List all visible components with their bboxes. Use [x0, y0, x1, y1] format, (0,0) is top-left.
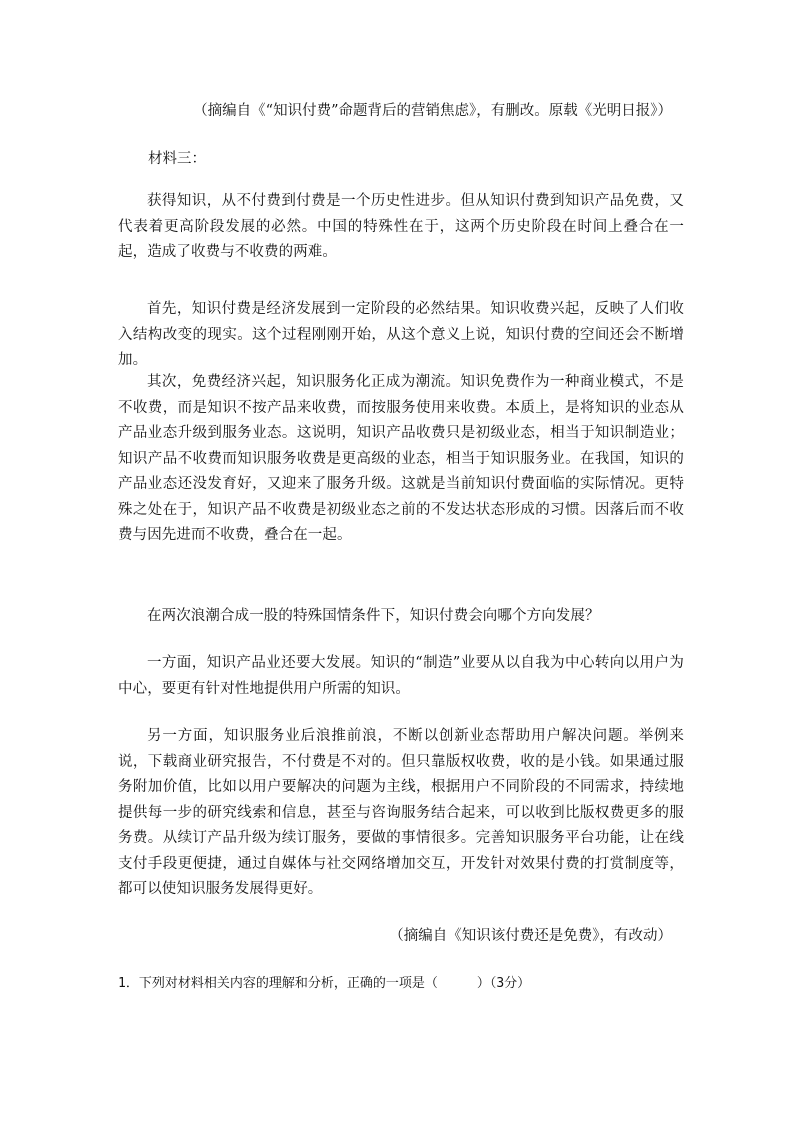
paragraph-4: 在两次浪潮合成一股的特殊国情条件下，知识付费会向哪个方向发展？ — [147, 608, 600, 624]
source-citation-top: （摘编自《“知识付费”命题背后的营销焦虑》，有删改。原载《光明日报》） — [193, 103, 672, 119]
source-citation-bottom: （摘编自《知识该付费还是免费》，有改动） — [389, 928, 672, 944]
paragraph-6: 另一方面，知识服务业后浪推前浪，不断以创新业态帮助用户解决问题。举例来说，下载商业研究报告，不付费是不对的。但只靠版权收费，收的是小钱。如果通过服务附加价值，比如以用户要解决的问题为主线，根据用户不同阶段的不同需求，持续地提供每一步的研究线索和信息，甚至与咨询服务结合起来，可以收到比版权费更多的服务费。从续订产品升级为续订服务，要做的事情很多。完善知识服务平台功能，让在线支付手段更便捷，通过自媒体与社交网络增加交互，开发针对效果付费的打赏制度等，都可以使知识服务发展得更好。 — [118, 728, 684, 897]
paragraph-1: 获得知识，从不付费到付费是一个历史性进步。但从知识付费到知识产品免费，又代表着更高阶段发展的必然。中国的特殊性在于，这两个历史阶段在时间上叠合在一起，造成了收费与不收费的两难。 — [118, 193, 684, 260]
paragraph-3: 其次，免费经济兴起，知识服务化正成为潮流。知识免费作为一种商业模式，不是不收费，而是知识不按产品来收费，而按服务使用来收费。本质上，是将知识的业态从产品业态升级到服务业态。这说明，知识产品收费只是初级业态，相当于知识制造业；知识产品不收费而知识服务收费是更高级的业态，相当于知识服务业。在我国，知识的产品业态还没发育好，又迎来了服务升级。这就是当前知识付费面临的实际情况。更特殊之处在于，知识产品不收费是初级业态之前的不发达状态形成的习惯。因落后而不收费与因先进而不收费，叠合在一起。 — [118, 374, 684, 543]
paragraph-5: 一方面，知识产品业还要大发展。知识的“制造”业要从以自我为中心转向以用户为中心，要更有针对性地提供用户所需的知识。 — [118, 655, 684, 697]
question-1: 1．下列对材料相关内容的理解和分析，正确的一项是（ ）（3分） — [118, 976, 531, 991]
material-heading: 材料三： — [148, 151, 206, 167]
paragraph-2: 首先，知识付费是经济发展到一定阶段的必然结果。知识收费兴起，反映了人们收入结构改变的现实。这个过程刚刚开始，从这个意义上说，知识付费的空间还会不断增加。 — [118, 301, 684, 368]
